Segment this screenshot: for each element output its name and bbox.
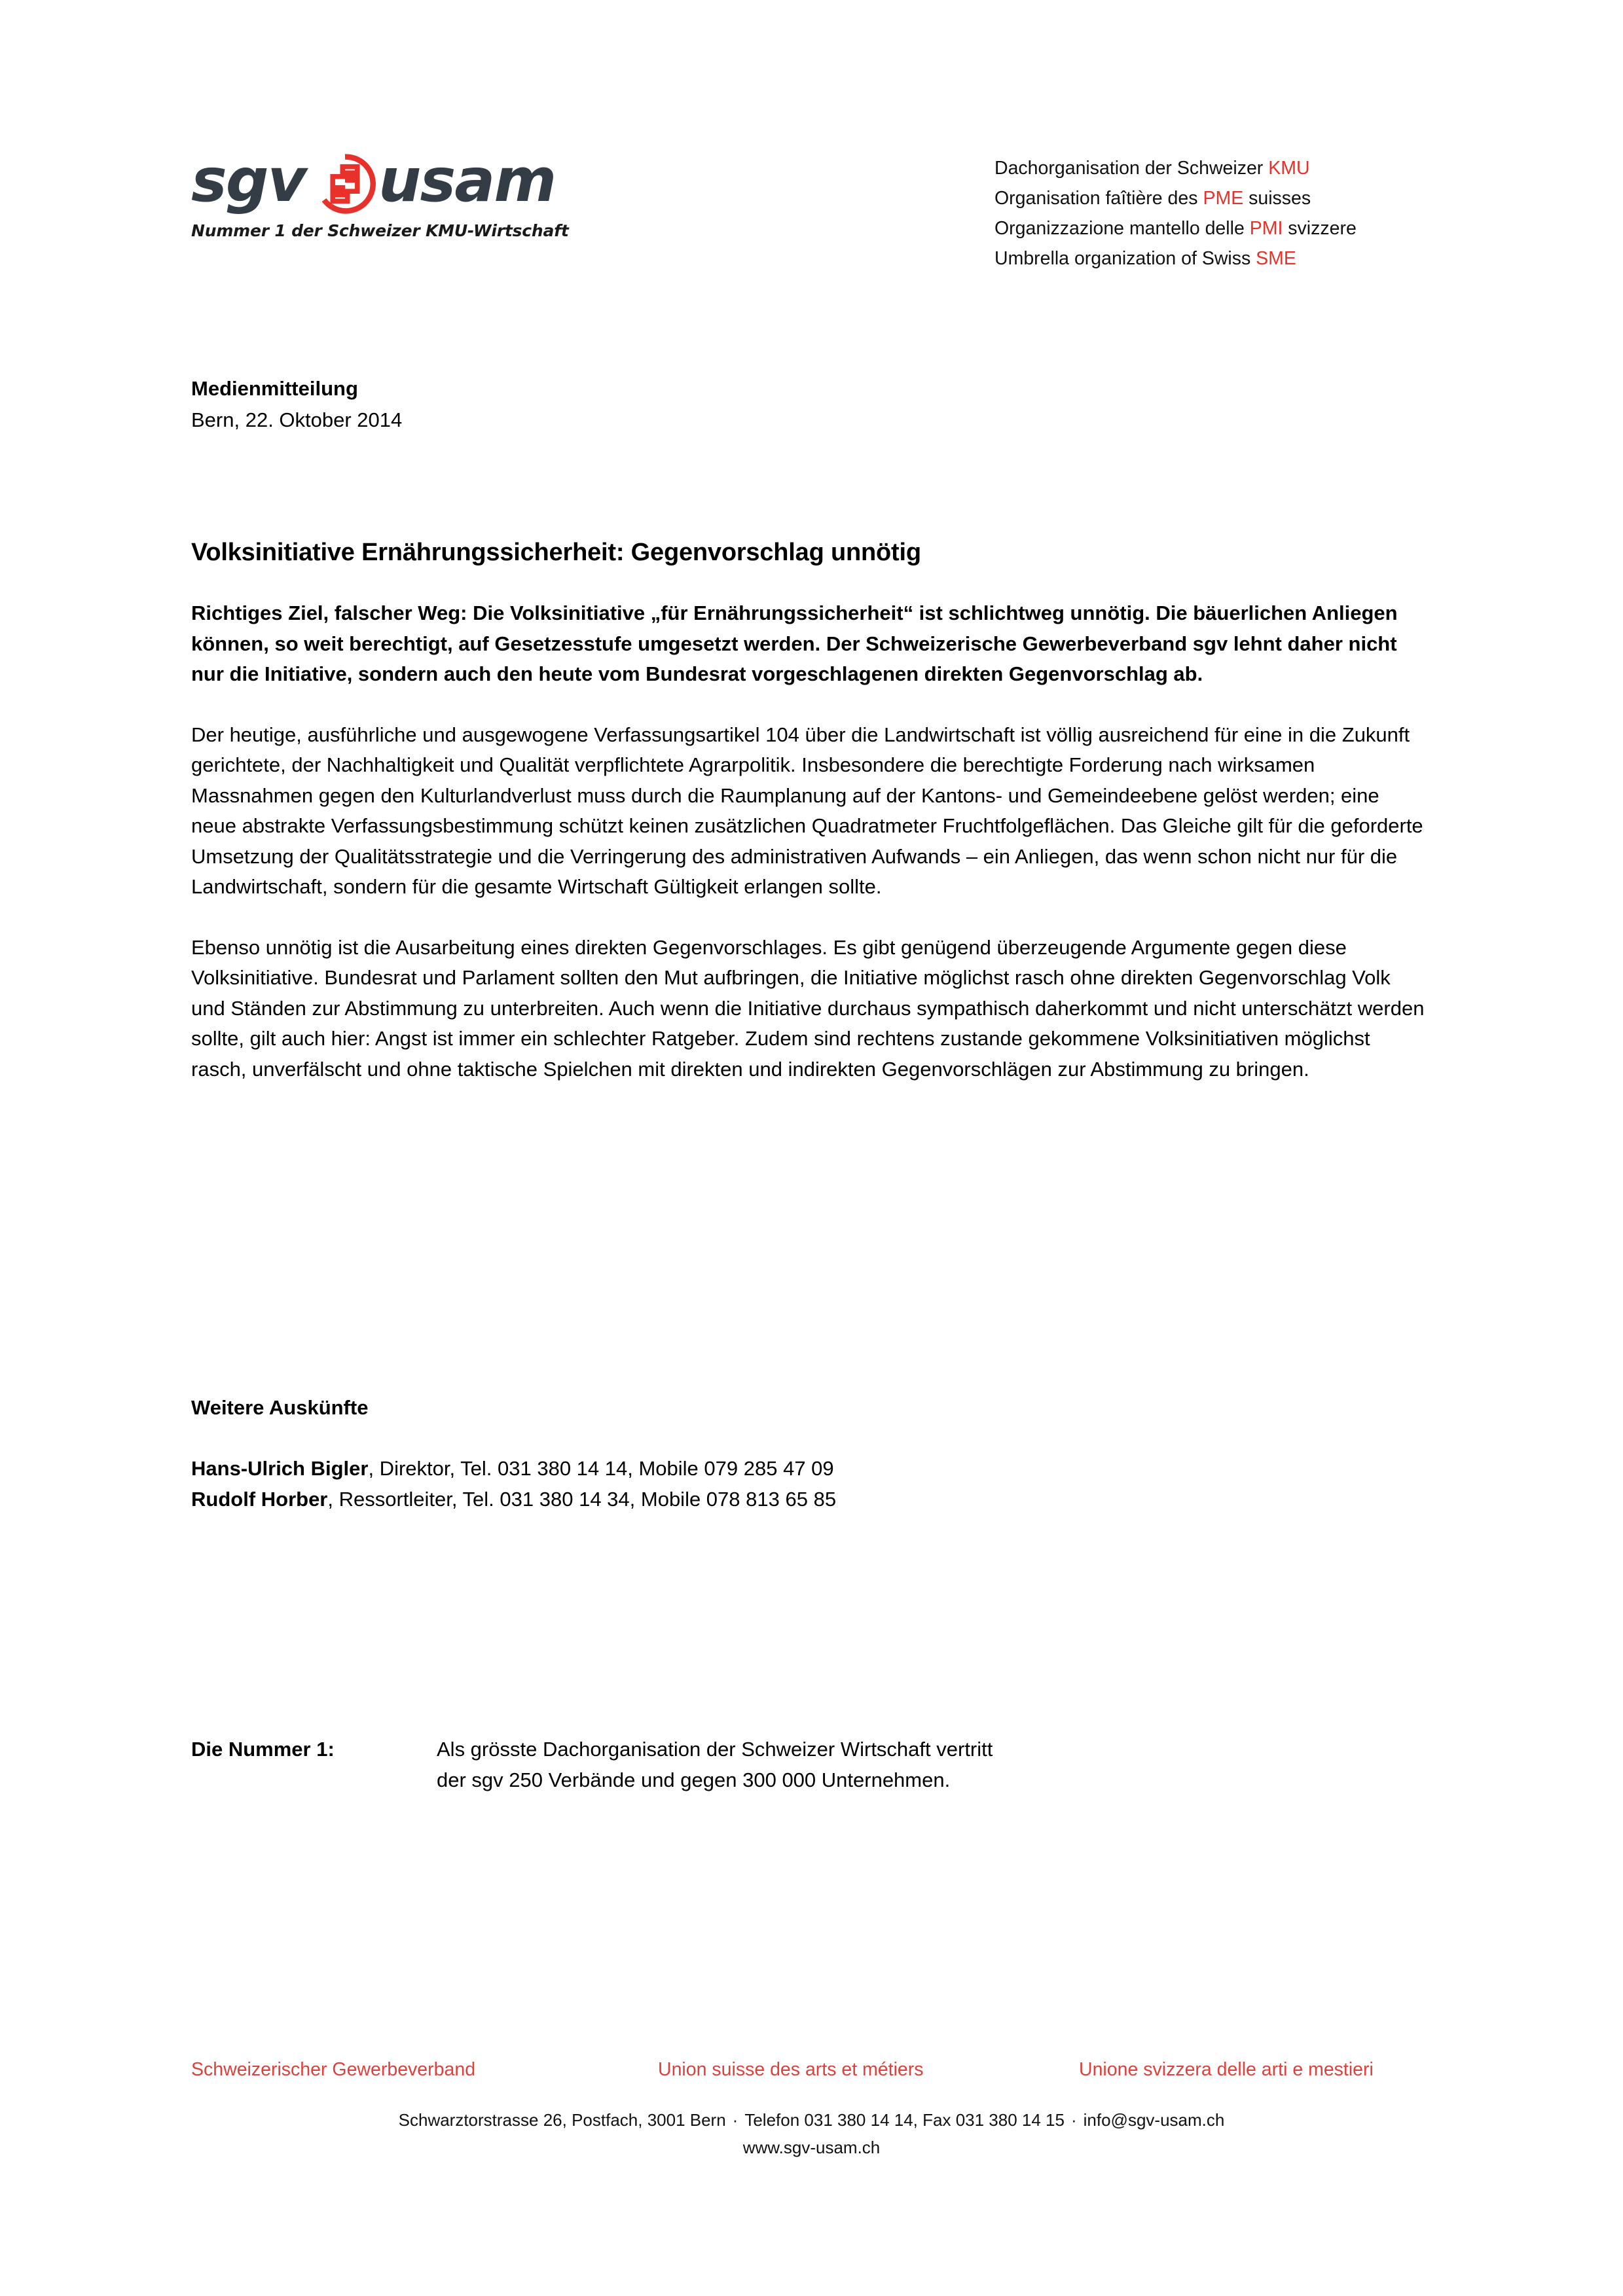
nummer-eins-line: Als grösste Dachorganisation der Schweizer Wirtschaft vertritt: [437, 1738, 993, 1761]
footer-separator: ·: [732, 2110, 739, 2130]
logo-tagline: Nummer 1 der Schweizer KMU-Wirtschaft: [191, 221, 569, 240]
header-language-line: [994, 213, 1357, 243]
footer-website[interactable]: www.sgv-usam.ch: [742, 2138, 881, 2157]
footer-contact-details: [0, 2106, 1623, 2161]
contact-person: [191, 1484, 1429, 1515]
footer-org-it: Unione svizzera delle arti e mestieri: [1079, 2059, 1374, 2080]
place-and-date: Bern, 22. Oktober 2014: [191, 408, 403, 431]
header-lang-before: Dachorganisation der Schweizer: [994, 158, 1269, 179]
document-meta: [191, 373, 402, 436]
lead-paragraph: Richtiges Ziel, falscher Weg: Die Volksinitiative „für Ernährungssicherheit“ ist schlichtweg unnötig. Die bäuerlichen Anliegen können, so weit berechtigt, auf Gesetzesstufe umgesetzt werden. Der Schweizerische Gewerbeverband sgv lehnt daher nicht nur die Initiative, sondern auch den heute vom Bundesrat vorgeschlagenen direkten Gegenvorschlag ab.: [191, 601, 1398, 685]
footer-email[interactable]: info@sgv-usam.ch: [1083, 2110, 1225, 2130]
header-lang-before: Organisation faîtière des: [994, 188, 1203, 209]
header-lang-accent: KMU: [1268, 158, 1310, 179]
footer-org-names: [0, 2059, 1623, 2089]
logo-text-sgv: sgv: [191, 145, 306, 215]
document-footer: [0, 2059, 1623, 2161]
footer-separator: ·: [1070, 2110, 1077, 2130]
logo-text-usam: usam: [378, 145, 556, 215]
header-language-line: [994, 153, 1357, 183]
header-lang-after: svizzere: [1283, 218, 1357, 239]
document-kind: Medienmitteilung: [191, 377, 358, 400]
body-paragraph: Ebenso unnötig ist die Ausarbeitung eines direkten Gegenvorschlages. Es gibt genügend überzeugende Argumente gegen diese Volksinitiative. Bundesrat und Parlament sollten den Mut aufbringen, die Initiative möglichst rasch ohne direkten Gegenvorschlag Volk und Ständen zur Abstimmung zu unterbreiten. Auch wenn die Initiative durchaus sympathisch daherkommt und nicht unterschätzt werden sollte, gilt auch hier: Angst ist immer ein schlechter Ratgeber. Zudem sind rechtens zustande gekommene Volksinitiativen möglichst rasch, unverfälscht und ohne taktische Spielchen mit direkten und indirekten Gegenvorschlägen zur Abstimmung zu bringen.: [191, 935, 1425, 1081]
document-body: [191, 537, 1429, 1115]
header-lang-after: suisses: [1243, 188, 1311, 209]
document-header: [0, 144, 1623, 275]
header-language-line: [994, 183, 1357, 213]
footer-contact-line: [0, 2106, 1623, 2134]
nummer-eins-text: [437, 1734, 1429, 1795]
footer-address: Schwarztorstrasse 26, Postfach, 3001 Bern: [398, 2110, 726, 2130]
nummer-eins-line: der sgv 250 Verbände und gegen 300 000 Unternehmen.: [437, 1768, 951, 1791]
header-language-line: [994, 243, 1357, 274]
nummer-eins-label: Die Nummer 1:: [191, 1738, 335, 1761]
header-lang-before: Organizzazione mantello delle: [994, 218, 1250, 239]
footer-phone-fax: Telefon 031 380 14 14, Fax 031 380 14 15: [744, 2110, 1065, 2130]
page-title: Volksinitiative Ernährungssicherheit: Gegenvorschlag unnötig: [191, 539, 921, 566]
contact-person-name: Rudolf Horber: [191, 1487, 328, 1511]
header-language-lines: [994, 153, 1357, 274]
nummer-eins-row: [191, 1734, 1429, 1795]
contact-person-details: , Direktor, Tel. 031 380 14 14, Mobile 079 285 47 09: [368, 1457, 834, 1480]
logo-wordmark: [191, 144, 558, 217]
header-lang-accent: SME: [1256, 248, 1296, 269]
nummer-eins-section: [191, 1734, 1429, 1795]
contact-person: [191, 1454, 1429, 1484]
footer-org-de: Schweizerischer Gewerbeverband: [191, 2059, 476, 2080]
swiss-cross-circle-icon: [314, 153, 376, 215]
header-lang-accent: PMI: [1249, 218, 1283, 239]
header-lang-before: Umbrella organization of Swiss: [994, 248, 1256, 269]
contact-heading: Weitere Auskünfte: [191, 1396, 369, 1419]
footer-org-fr: Union suisse des arts et métiers: [658, 2059, 924, 2080]
sgv-usam-logo: [191, 144, 597, 240]
contact-person-name: Hans-Ulrich Bigler: [191, 1457, 369, 1480]
header-lang-accent: PME: [1203, 188, 1244, 209]
contact-section: [191, 1393, 1429, 1515]
contact-person-details: , Ressortleiter, Tel. 031 380 14 34, Mobile 078 813 65 85: [327, 1487, 837, 1511]
body-paragraph: Der heutige, ausführliche und ausgewogene Verfassungsartikel 104 über die Landwirtschaft ist völlig ausreichend für eine in die Zukunft gerichtete, der Nachhaltigkeit und Qualität verpflichtete Agrarpolitik. Insbesondere die berechtigte Forderung nach wirksamen Massnahmen gegen den Kulturlandverlust muss durch die Raumplanung auf der Kantons- und Gemeindeebene gelöst werden; eine neue abstrakte Verfassungsbestimmung schützt keinen zusätzlichen Quadratmeter Fruchtfolgeflächen. Das Gleiche gilt für die geforderte Umsetzung der Qualitätsstrategie und die Verringerung des administrativen Aufwands – ein Anliegen, das wenn schon nicht nur für die Landwirtschaft, sondern für die gesamte Wirtschaft Gültigkeit erlangen sollte.: [191, 723, 1423, 898]
